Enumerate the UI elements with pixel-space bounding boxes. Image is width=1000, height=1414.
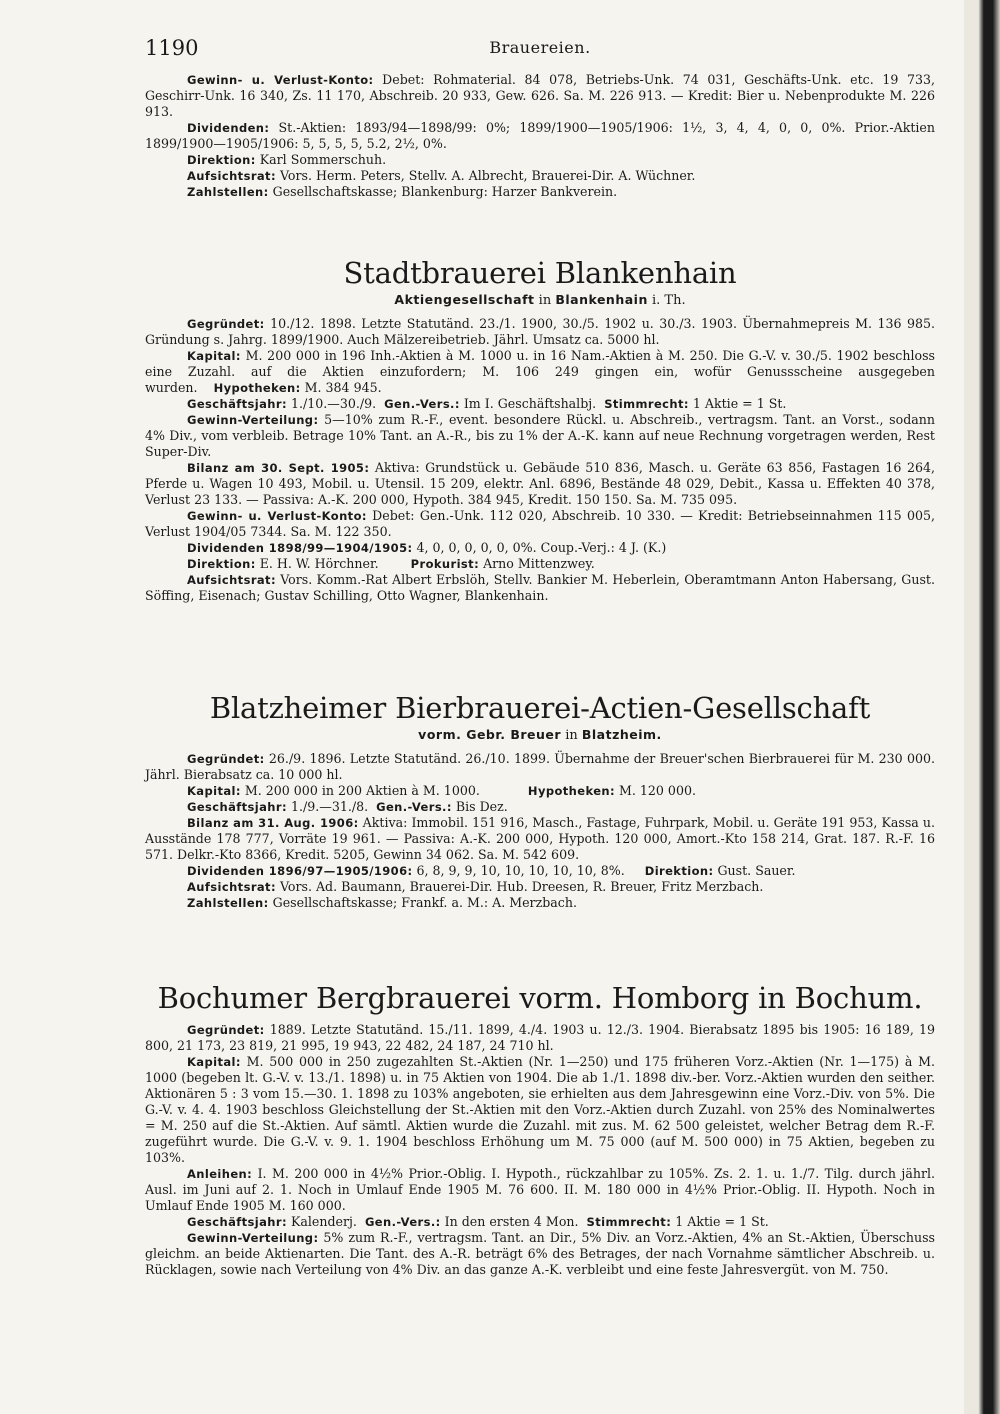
field-text: M. 384 945. (300, 380, 382, 395)
field-key: Gen.-Vers.: (376, 800, 452, 814)
field-key: Geschäftsjahr: (187, 397, 287, 411)
field-key: Kapital: (187, 1055, 241, 1069)
field-text: M. 200 000 in 196 Inh.-Aktien à M. 1000 u. in 16 Nam.-Aktien à M. 250. Die G.-V. v. 30./5. 1902 beschloss eine Zuzahl. auf die Aktien einzufordern; M. 106 249 gingen ein, wofür Genussscheine ausgegeben wurden. (145, 348, 935, 395)
entry-paragraph (145, 184, 935, 200)
field-key: Direktion: (187, 557, 256, 571)
entry-paragraph (145, 412, 935, 460)
field-key: Gen.-Vers.: (364, 1215, 441, 1229)
entry-paragraph (145, 895, 935, 911)
running-title: Brauereien. (489, 38, 591, 57)
field-text: Debet: Gen.-Unk. 112 020, Abschreib. 10 330. — Kredit: Betriebseinnahmen 115 005, Verlust 1904/05 7344. Sa. M. 122 350. (145, 508, 936, 539)
field-key: Stimmrecht: (604, 397, 689, 411)
field-text: M. 500 000 in 250 zugezahlten St.-Aktien (Nr. 1—250) und 175 früheren Vorz.-Aktien (Nr. 1—175) à M. 1000 (begeben lt. G.-V. v. 13./1. 1898) u. in 75 Aktien von 1904. Die ab 1./1. 1898 div.-ber. Vorz.-Aktien wurden den seither. Aktionären 5 : 3 vom 15.—30. 1. 1898 zu 103% angeboten, sie erhielten aus dem Jahresgewinn eine Vorz.-Div. von 5%. Die G.-V. v. 4. 4. 1903 beschloss Gleichstellung der St.-Aktien mit den Vorz.-Aktien durch Zuzahl. von 25% des Nominalwertes = M. 250 auf die St.-Aktien. Auf sämtl. Aktien wurde die Zuzahl. mit zus. M. 62 500 geleistet, welcher Betrag dem R.-F. zugeführt wurde. Die G.-V. v. 9. 1. 1904 beschloss Erhöhung um M. 75 000 (auf M. 500 000) in 75 Aktien, begeben zu 103%. (145, 1054, 935, 1165)
field-text: 1 Aktie = 1 St. (671, 1214, 769, 1229)
subtitle-part: vorm. Gebr. Breuer (418, 727, 562, 742)
field-key: Kapital: (187, 784, 241, 798)
field-text: 1889. Letzte Statutänd. 15./11. 1899, 4./4. 1903 u. 12./3. 1904. Bierabsatz 1895 bis 1905: 16 189, 19 800, 21 173, 23 819, 21 995, 19 943, 22 482, 24 187, 24 710 hl. (145, 1022, 935, 1053)
field-text: I. M. 200 000 in 4½% Prior.-Oblig. I. Hypoth., rückzahlbar zu 105%. Zs. 2. 1. u. 1./7. Tilg. durch jährl. Ausl. im Juni auf 2. 1. Noch in Umlauf Ende 1905 M. 76 600. II. M. 180 000 in 4½% Prior.-Oblig. II. Hypoth. Noch in Umlauf Ende 1905 M. 160 000. (145, 1166, 935, 1213)
field-key: Geschäftsjahr: (187, 800, 287, 814)
field-key: Gegründet: (187, 752, 265, 766)
field-key: Aufsichtsrat: (187, 573, 276, 587)
entry-title: Stadtbrauerei Blankenhain (343, 256, 737, 290)
field-key: Gewinn-Verteilung: (187, 413, 319, 427)
field-key: Direktion: (187, 153, 256, 167)
field-key: Zahlstellen: (187, 896, 269, 910)
field-text: Gust. Sauer. (713, 863, 796, 878)
field-text: Gesellschaftskasse; Blankenburg: Harzer Bankverein. (268, 184, 618, 199)
field-key: Hypotheken: (213, 381, 301, 395)
field-text: Karl Sommerschuh. (255, 152, 387, 167)
entry-bochumer-bergbrauerei (145, 980, 935, 1278)
entry-paragraph (145, 540, 935, 556)
subtitle-part: Aktiengesellschaft (394, 292, 535, 307)
field-text: 5% zum R.-F., vertragsm. Tant. an Dir., 5% Div. an Vorz.-Aktien, 4% an St.-Aktien, Überschuss gleichm. an beide Aktienarten. Die Tant. des A.-R. beträgt 6% des Betrages, der nach Vornahme sämtlicher Abschreib. u. Rücklagen, sowie nach Verteilung von 4% Div. an das ganze A.-K. verbleibt und eine feste Jahresvergüt. von M. 750. (145, 1230, 935, 1277)
entry-paragraph (145, 316, 935, 348)
field-key: Gewinn- u. Verlust-Konto: (187, 509, 367, 523)
field-text: M. 200 000 in 200 Aktien à M. 1000. (240, 783, 480, 798)
field-text: M. 120 000. (614, 783, 696, 798)
page-number: 1190 (145, 36, 199, 60)
field-text: 10./12. 1898. Letzte Statutänd. 23./1. 1900, 30./5. 1902 u. 30./3. 1903. Übernahmepreis M. 136 985. Gründung s. Jahrg. 1899/1900. Auch Mälzereibetrieb. Jährl. Umsatz ca. 5000 hl. (145, 316, 935, 347)
field-key: Kapital: (187, 349, 241, 363)
field-key: Gegründet: (187, 1023, 265, 1037)
field-text: 1./10.—30./9. (286, 396, 377, 411)
field-text: Im I. Geschäftshalbj. (459, 396, 597, 411)
subtitle-part: Blatzheim. (581, 727, 662, 742)
entry-title: Bochumer Bergbrauerei vorm. Homborg in Bochum. (157, 981, 923, 1015)
field-key: Direktion: (644, 864, 714, 878)
field-key: Gegründet: (187, 317, 265, 331)
field-key: Anleihen: (187, 1167, 253, 1181)
field-text: Aktiva: Grundstück u. Gebäude 510 836, Masch. u. Geräte 63 856, Fastagen 16 264, Pferde u. Wagen 10 493, Mobil. u. Utensil. 15 209, elektr. Anl. 6896, Bestände 48 029, Debit., Kassa u. Effekten 40 378, Verlust 23 133. — Passiva: A.-K. 200 000, Hypoth. 384 945, Kredit. 150 150. Sa. M. 735 095. (145, 460, 935, 507)
entry-subtitle (145, 726, 935, 745)
field-text: In den ersten 4 Mon. (440, 1214, 579, 1229)
field-text: Aktiva: Immobil. 151 916, Masch., Fastage, Fuhrpark, Mobil. u. Geräte 191 953, Kassa u. Ausstände 178 777, Vorräte 19 961. — Passiva: A.-K. 200 000, Hypoth. 120 000, Amort.-Kto 158 214, Grat. 187. R.-F. 16 571. Delkr.-Kto 8366, Kredit. 5205, Gewinn 34 062. Sa. M. 542 609. (145, 815, 935, 862)
entry-paragraph (145, 799, 935, 815)
field-key: Gewinn- u. Verlust-Konto: (187, 73, 374, 87)
entry-paragraph (145, 1166, 935, 1214)
field-key: Aufsichtsrat: (187, 169, 276, 183)
entry-blatzheimer-bierbrauerei (145, 690, 935, 911)
field-key: Dividenden 1896/97—1905/1906: (187, 864, 413, 878)
entry-paragraph (145, 396, 935, 412)
entry-paragraph (145, 1230, 935, 1278)
field-text: Gesellschaftskasse; Frankf. a. M.: A. Merzbach. (268, 895, 577, 910)
entry-paragraph (145, 815, 935, 863)
subtitle-part: in (561, 728, 582, 743)
field-key: Bilanz am 30. Sept. 1905: (187, 461, 370, 475)
entry-paragraph (145, 1054, 935, 1166)
entry-paragraph (145, 460, 935, 508)
entry-title: Blatzheimer Bierbrauerei-Actien-Gesellschaft (209, 691, 871, 725)
subtitle-part: in (534, 293, 556, 308)
subtitle-part: i. Th. (647, 293, 686, 308)
field-text: Vors. Komm.-Rat Albert Erbslöh, Stellv. Bankier M. Heberlein, Oberamtmann Anton Habersang, Gust. Söffing, Eisenach; Gustav Schilling, Otto Wagner, Blankenhain. (145, 572, 935, 603)
entry-paragraph (145, 120, 935, 152)
field-key: Stimmrecht: (586, 1215, 672, 1229)
binding-edge (964, 0, 1000, 1414)
entry-paragraph (145, 1214, 935, 1230)
page-header (145, 36, 935, 62)
entry-paragraph (145, 1022, 935, 1054)
field-key: Prokurist: (410, 557, 480, 571)
entry-subtitle (145, 291, 935, 310)
field-key: Zahlstellen: (187, 185, 269, 199)
field-text: Vors. Ad. Baumann, Brauerei-Dir. Hub. Dreesen, R. Breuer, Fritz Merzbach. (275, 879, 764, 894)
field-text: 4, 0, 0, 0, 0, 0, 0%. Coup.-Verj.: 4 J. (K.) (412, 540, 667, 555)
entry-paragraph (145, 863, 935, 879)
field-key: Gewinn-Verteilung: (187, 1231, 319, 1245)
field-key: Bilanz am 31. Aug. 1906: (187, 816, 359, 830)
entry-paragraph (145, 879, 935, 895)
field-text: Bis Dez. (451, 799, 508, 814)
entry-paragraph (145, 348, 935, 396)
entry-paragraph (145, 751, 935, 783)
entry-paragraph (145, 508, 935, 540)
subtitle-part: Blankenhain (555, 292, 648, 307)
field-text: E. H. W. Hörchner. (255, 556, 379, 571)
field-text: Arno Mittenzwey. (479, 556, 595, 571)
field-text: Vors. Herm. Peters, Stellv. A. Albrecht, Brauerei-Dir. A. Wüchner. (275, 168, 696, 183)
field-text: Kalenderj. (286, 1214, 357, 1229)
field-key: Dividenden: (187, 121, 270, 135)
field-text: 1./9.—31./8. (286, 799, 369, 814)
entry-paragraph (145, 556, 935, 572)
field-key: Geschäftsjahr: (187, 1215, 287, 1229)
field-text: 6, 8, 9, 9, 10, 10, 10, 10, 10, 8%. (412, 863, 625, 878)
entry-paragraph (145, 72, 935, 120)
field-text: 5—10% zum R.-F., event. besondere Rückl. u. Abschreib., vertragsm. Tant. an Vorst., sodann 4% Div., vom verbleib. Betrage 10% Tant. an A.-R., bis zu 1% der A.-K. kann auf neue Rechnung vorgetragen werden, Rest Super-Div. (145, 412, 935, 459)
field-key: Aufsichtsrat: (187, 880, 276, 894)
field-key: Hypotheken: (527, 784, 615, 798)
entry-paragraph (145, 572, 935, 604)
field-text: St.-Aktien: 1893/94—1898/99: 0%; 1899/1900—1905/1906: 1½, 3, 4, 4, 0, 0, 0%. Prior.-Aktien 1899/1900—1905/1906: 5, 5, 5, 5, 5.2, 2½, 0%. (145, 120, 935, 151)
field-text: Debet: Rohmaterial. 84 078, Betriebs-Unk. 74 031, Geschäfts-Unk. etc. 19 733, Geschirr-Unk. 16 340, Zs. 11 170, Abschreib. 20 933, Gew. 626. Sa. M. 226 913. — Kredit: Bier u. Nebenprodukte M. 226 913. (145, 72, 936, 119)
field-text: 1 Aktie = 1 St. (688, 396, 787, 411)
field-key: Dividenden 1898/99—1904/1905: (187, 541, 413, 555)
entry-paragraph (145, 168, 935, 184)
entry-stadtbrauerei-blankenhain (145, 255, 935, 604)
entry-continuation (145, 72, 935, 200)
entry-paragraph (145, 152, 935, 168)
entry-paragraph (145, 783, 935, 799)
field-key: Gen.-Vers.: (384, 397, 460, 411)
field-text: 26./9. 1896. Letzte Statutänd. 26./10. 1899. Übernahme der Breuer'schen Bierbrauerei für M. 230 000. Jährl. Bierabsatz ca. 10 000 hl. (145, 751, 935, 782)
